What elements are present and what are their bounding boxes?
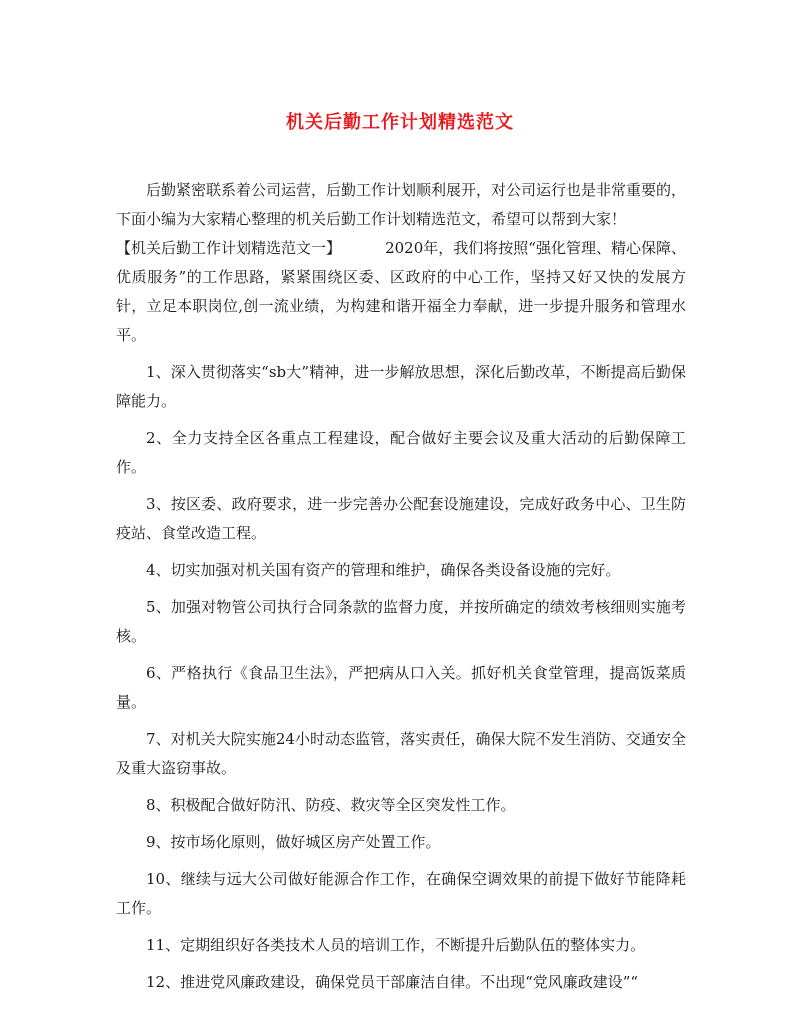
document-title: 机关后勤工作计划精选范文 [286,112,514,133]
document-body [116,176,686,1005]
section-intro-text: 2020年，我们将按照“强化管理、精心保障、优质服务”的工作思路，紧紧围绕区委、区政府的中心工作，坚持又好又快的发展方针，立足本职岗位,创一流业绩，为构建和谐开福全力奉献，进一步提升服务和管理水平。 [116,239,686,344]
list-item: 4、切实加强对机关国有资产的管理和维护，确保各类设备设施的完好。 [146,561,621,579]
list-item: 6、严格执行《食品卫生法》，严把病从口入关。抓好机关食堂管理，提高饭菜质量。 [116,664,686,711]
list-item: 12、推进党风廉政建设，确保党员干部廉洁自律。不出现“党风廉政建设”“ [146,973,639,991]
list-item: 1、深入贯彻落实“sb大”精神，进一步解放思想，深化后勤改革，不断提高后勤保障能力。 [116,363,686,410]
list-item: 3、按区委、政府要求，进一步完善办公配套设施建设，完成好政务中心、卫生防疫站、食堂改造工程。 [116,495,686,542]
section-heading: 【机关后勤工作计划精选范文一】 [116,239,342,257]
list-item: 5、加强对物管公司执行合同条款的监督力度，并按所确定的绩效考核细则实施考核。 [116,598,686,645]
list-item: 2、全力支持全区各重点工程建设，配合做好主要会议及重大活动的后勤保障工作。 [116,429,686,476]
list-item: 7、对机关大院实施24小时动态监管，落实责任，确保大院不发生消防、交通安全及重大盗窃事故。 [116,730,686,777]
section-paragraph [116,234,686,350]
list-item: 8、积极配合做好防汛、防疫、救灾等全区突发性工作。 [146,796,516,814]
intro-paragraph: 后勤紧密联系着公司运营，后勤工作计划顺利展开，对公司运行也是非常重要的，下面小编为大家精心整理的机关后勤工作计划精选范文，希望可以帮到大家！ [116,181,687,228]
list-item: 9、按市场化原则，做好城区房产处置工作。 [146,833,441,851]
list-item: 11、定期组织好各类技术人员的培训工作，不断提升后勤队伍的整体实力。 [146,936,646,954]
list-item: 10、继续与远大公司做好能源合作工作，在确保空调效果的前提下做好节能降耗工作。 [116,870,686,917]
